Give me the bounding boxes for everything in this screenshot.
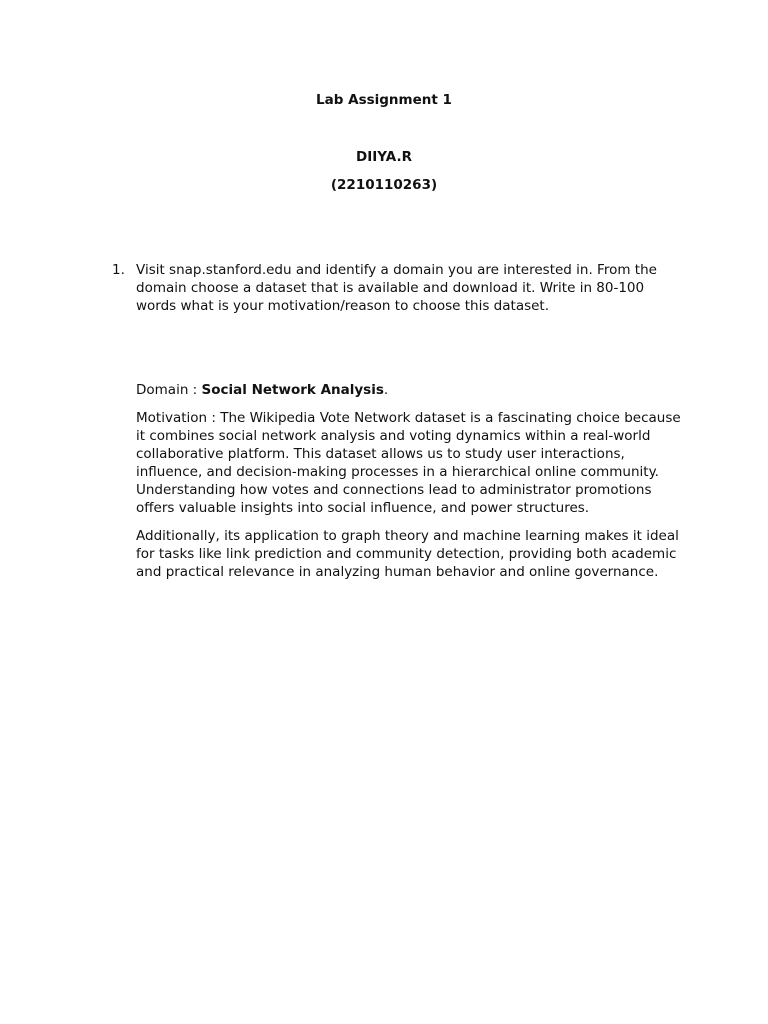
domain-label: Domain : — [136, 382, 202, 398]
motivation-paragraph: Motivation : The Wikipedia Vote Network dataset is a fascinating choice because it combines social network analysis and voting dynamics within a real-world collaborative platform. This dataset allows us to study user interactions, influence, and decision-making processes in a hierarchical online community. Understanding how votes and connections lead to administrator promotions offers valuable insights into social influence, and power structures. — [136, 410, 681, 516]
author-name: DIIYA.R — [356, 149, 412, 165]
domain-suffix: . — [383, 382, 389, 398]
domain-value: Social Network Analysis — [201, 382, 384, 398]
additional-paragraph: Additionally, its application to graph theory and machine learning makes it ideal for tasks like link prediction and community detection, providing both academic and practical relevance in analyzing human behavior and online governance. — [136, 528, 679, 580]
question-item — [112, 261, 682, 315]
author-id: (2210110263) — [330, 177, 438, 193]
document-title: Lab Assignment 1 — [316, 92, 452, 108]
question-number: 1. — [112, 262, 125, 278]
domain-line — [136, 381, 681, 399]
answer-section — [136, 381, 681, 591]
question-text: Visit snap.stanford.edu and identify a domain you are interested in. From the domain choose a dataset that is available and download it. Write in 80-100 words what is your motivation/reason to choose this dataset. — [136, 262, 657, 314]
